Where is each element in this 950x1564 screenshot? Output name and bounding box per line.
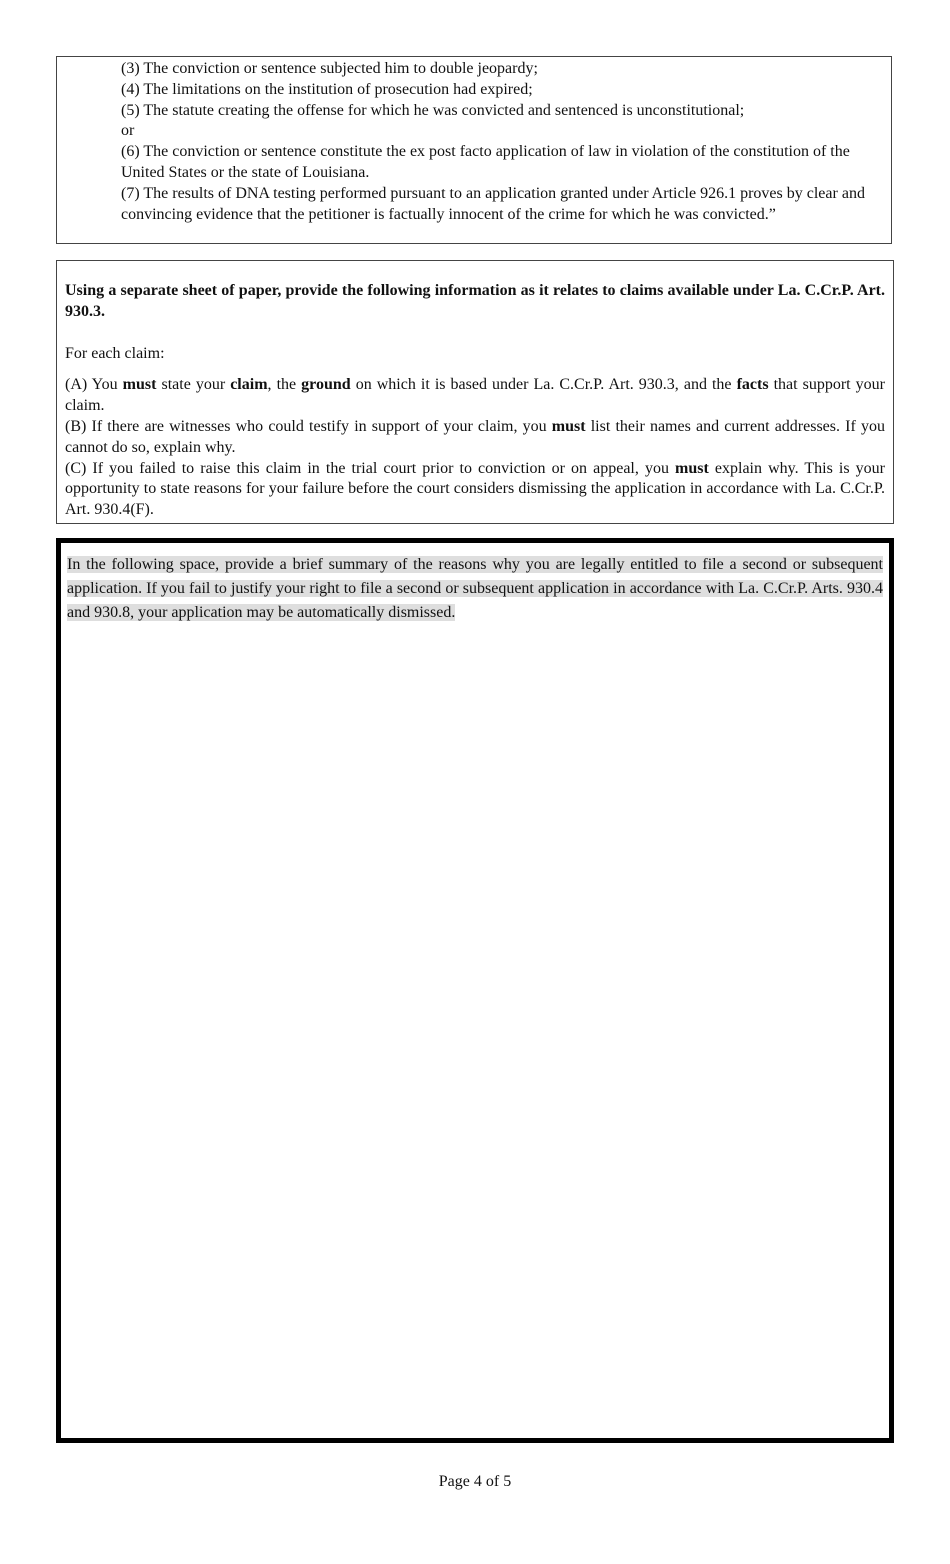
summary-prompt-text: In the following space, provide a brief summary of the reasons why you are legally entitled to file a second or subsequent application. If you fail to justify your right to file a second or subsequent application in accordance with La. C.Cr.P. Arts. 930.4 and 930.8, your application may be automatically dismissed. xyxy=(67,556,883,621)
summary-prompt xyxy=(67,553,883,625)
statute-ground-item: (3) The conviction or sentence subjected him to double jeopardy; xyxy=(121,60,538,77)
statute-grounds-box xyxy=(56,56,892,244)
instruction-item-a: (A) You must state your claim, the ground on which it is based under La. C.Cr.P. Art. 930.3, and the facts that support your claim. xyxy=(65,376,885,415)
claims-instructions-box xyxy=(56,260,894,524)
second-application-summary-field[interactable] xyxy=(56,538,894,1443)
instructions-heading: Using a separate sheet of paper, provide the following information as it relates to claims available under La. C.Cr.P. Art. 930.3. xyxy=(65,282,885,320)
statute-ground-item: (7) The results of DNA testing performed pursuant to an application granted under Article 926.1 proves by clear and convincing evidence that the petitioner is factually innocent of the crime for which he was convicted.” xyxy=(121,184,865,223)
page-number: Page 4 of 5 xyxy=(438,1473,512,1490)
statute-ground-conjunction: or xyxy=(121,122,135,140)
statute-grounds-list xyxy=(121,59,871,225)
statute-ground-item: (4) The limitations on the institution of prosecution had expired; xyxy=(121,80,533,98)
instruction-item-c: (C) If you failed to raise this claim in the trial court prior to conviction or on appeal, you must explain why. This is your opportunity to state reasons for your failure before the court considers dismissing the application in accordance with La. C.Cr.P. Art. 930.4(F). xyxy=(65,459,885,519)
statute-ground-item: (6) The conviction or sentence constitute the ex post facto application of law in violation of the constitution of the United States or the state of Louisiana. xyxy=(121,143,850,181)
for-each-claim-label: For each claim: xyxy=(65,344,165,362)
instruction-item-b: (B) If there are witnesses who could testify in support of your claim, you must list their names and current addresses. If you cannot do so, explain why. xyxy=(65,417,885,456)
statute-ground-item: (5) The statute creating the offense for which he was convicted and sentenced is unconstitutional; xyxy=(121,101,745,119)
